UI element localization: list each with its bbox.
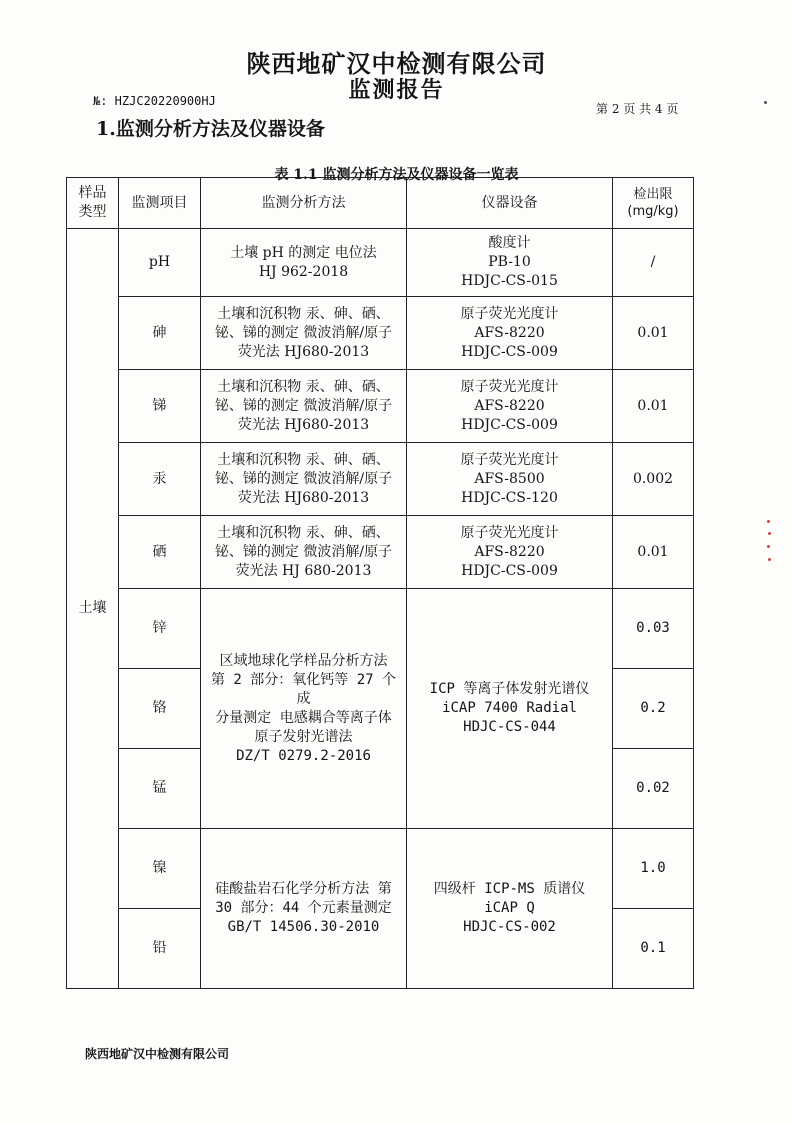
table-row <box>67 229 694 297</box>
header-instrument: 仪器设备 <box>407 178 613 229</box>
instrument-cell: 原子荧光光度计 AFS-8220 HDJC-CS-009 <box>407 370 613 443</box>
item-cell: 硒 <box>119 516 201 589</box>
table-row <box>67 443 694 516</box>
method-cell: 土壤 pH 的测定 电位法 HJ 962-2018 <box>201 229 407 297</box>
header-limit: 检出限 (mg/kg) <box>613 178 694 229</box>
report-title: 监测报告 <box>348 77 445 103</box>
scan-mark <box>768 558 771 561</box>
table-row <box>67 829 694 909</box>
instrument-cell: 酸度计 PB-10 HDJC-CS-015 <box>407 229 613 297</box>
table-caption: 表 1.1 监测分析方法及仪器设备一览表 <box>274 167 519 183</box>
item-cell: 锌 <box>119 589 201 669</box>
limit-cell: 0.2 <box>613 669 694 749</box>
page-number: 第 2 页 共 4 页 <box>596 102 679 116</box>
method-cell: 土壤和沉积物 汞、砷、硒、 铋、锑的测定 微波消解/原子 荧光法 HJ 680-2013 <box>201 516 407 589</box>
company-title: 陕西地矿汉中检测有限公司 <box>246 49 547 78</box>
limit-cell: 0.1 <box>613 909 694 989</box>
limit-cell: 0.02 <box>613 749 694 829</box>
method-cell: 土壤和沉积物 汞、砷、硒、 铋、锑的测定 微波消解/原子 荧光法 HJ680-2013 <box>201 297 407 370</box>
limit-cell: 0.002 <box>613 443 694 516</box>
table-row <box>67 370 694 443</box>
header-item: 监测项目 <box>119 178 201 229</box>
instrument-cell: 原子荧光光度计 AFS-8500 HDJC-CS-120 <box>407 443 613 516</box>
limit-cell: 0.01 <box>613 370 694 443</box>
instrument-cell: 原子荧光光度计 AFS-8220 HDJC-CS-009 <box>407 297 613 370</box>
instrument-cell: ICP 等离子体发射光谱仪 iCAP 7400 Radial HDJC-CS-044 <box>407 589 613 829</box>
limit-cell: 1.0 <box>613 829 694 909</box>
limit-cell: / <box>613 229 694 297</box>
limit-cell: 0.01 <box>613 516 694 589</box>
item-cell: 锰 <box>119 749 201 829</box>
table-row <box>67 516 694 589</box>
scan-mark <box>767 520 770 523</box>
header-sample-type: 样品 类型 <box>67 178 119 229</box>
item-cell: 铬 <box>119 669 201 749</box>
footer-company: 陕西地矿汉中检测有限公司 <box>85 1047 230 1061</box>
method-cell: 土壤和沉积物 汞、砷、硒、 铋、锑的测定 微波消解/原子 荧光法 HJ680-2013 <box>201 443 407 516</box>
method-cell: 区域地球化学样品分析方法 第 2 部分：氧化钙等 27 个成 分量测定 电感耦合等离子体 原子发射光谱法 DZ/T 0279.2-2016 <box>201 589 407 829</box>
item-cell: 铅 <box>119 909 201 989</box>
instrument-cell: 四级杆 ICP-MS 质谱仪 iCAP Q HDJC-CS-002 <box>407 829 613 989</box>
limit-cell: 0.01 <box>613 297 694 370</box>
item-cell: 砷 <box>119 297 201 370</box>
table-row <box>67 589 694 669</box>
sample-type-cell: 土壤 <box>67 229 119 989</box>
methods-table <box>66 177 694 989</box>
item-cell: 汞 <box>119 443 201 516</box>
table-header-row <box>67 178 694 229</box>
item-cell: 镍 <box>119 829 201 909</box>
scan-mark <box>768 532 771 535</box>
report-number: №: HZJC20220900HJ <box>93 94 216 108</box>
method-cell: 土壤和沉积物 汞、砷、硒、 铋、锑的测定 微波消解/原子 荧光法 HJ680-2013 <box>201 370 407 443</box>
item-cell: 锑 <box>119 370 201 443</box>
method-cell: 硅酸盐岩石化学分析方法 第 30 部分：44 个元素量测定 GB/T 14506.30-2010 <box>201 829 407 989</box>
table-row <box>67 297 694 370</box>
header-method: 监测分析方法 <box>201 178 407 229</box>
limit-cell: 0.03 <box>613 589 694 669</box>
scan-mark <box>767 545 770 548</box>
instrument-cell: 原子荧光光度计 AFS-8220 HDJC-CS-009 <box>407 516 613 589</box>
scan-mark <box>764 101 767 104</box>
section-heading: 1.监测分析方法及仪器设备 <box>96 118 325 140</box>
item-cell: pH <box>119 229 201 297</box>
